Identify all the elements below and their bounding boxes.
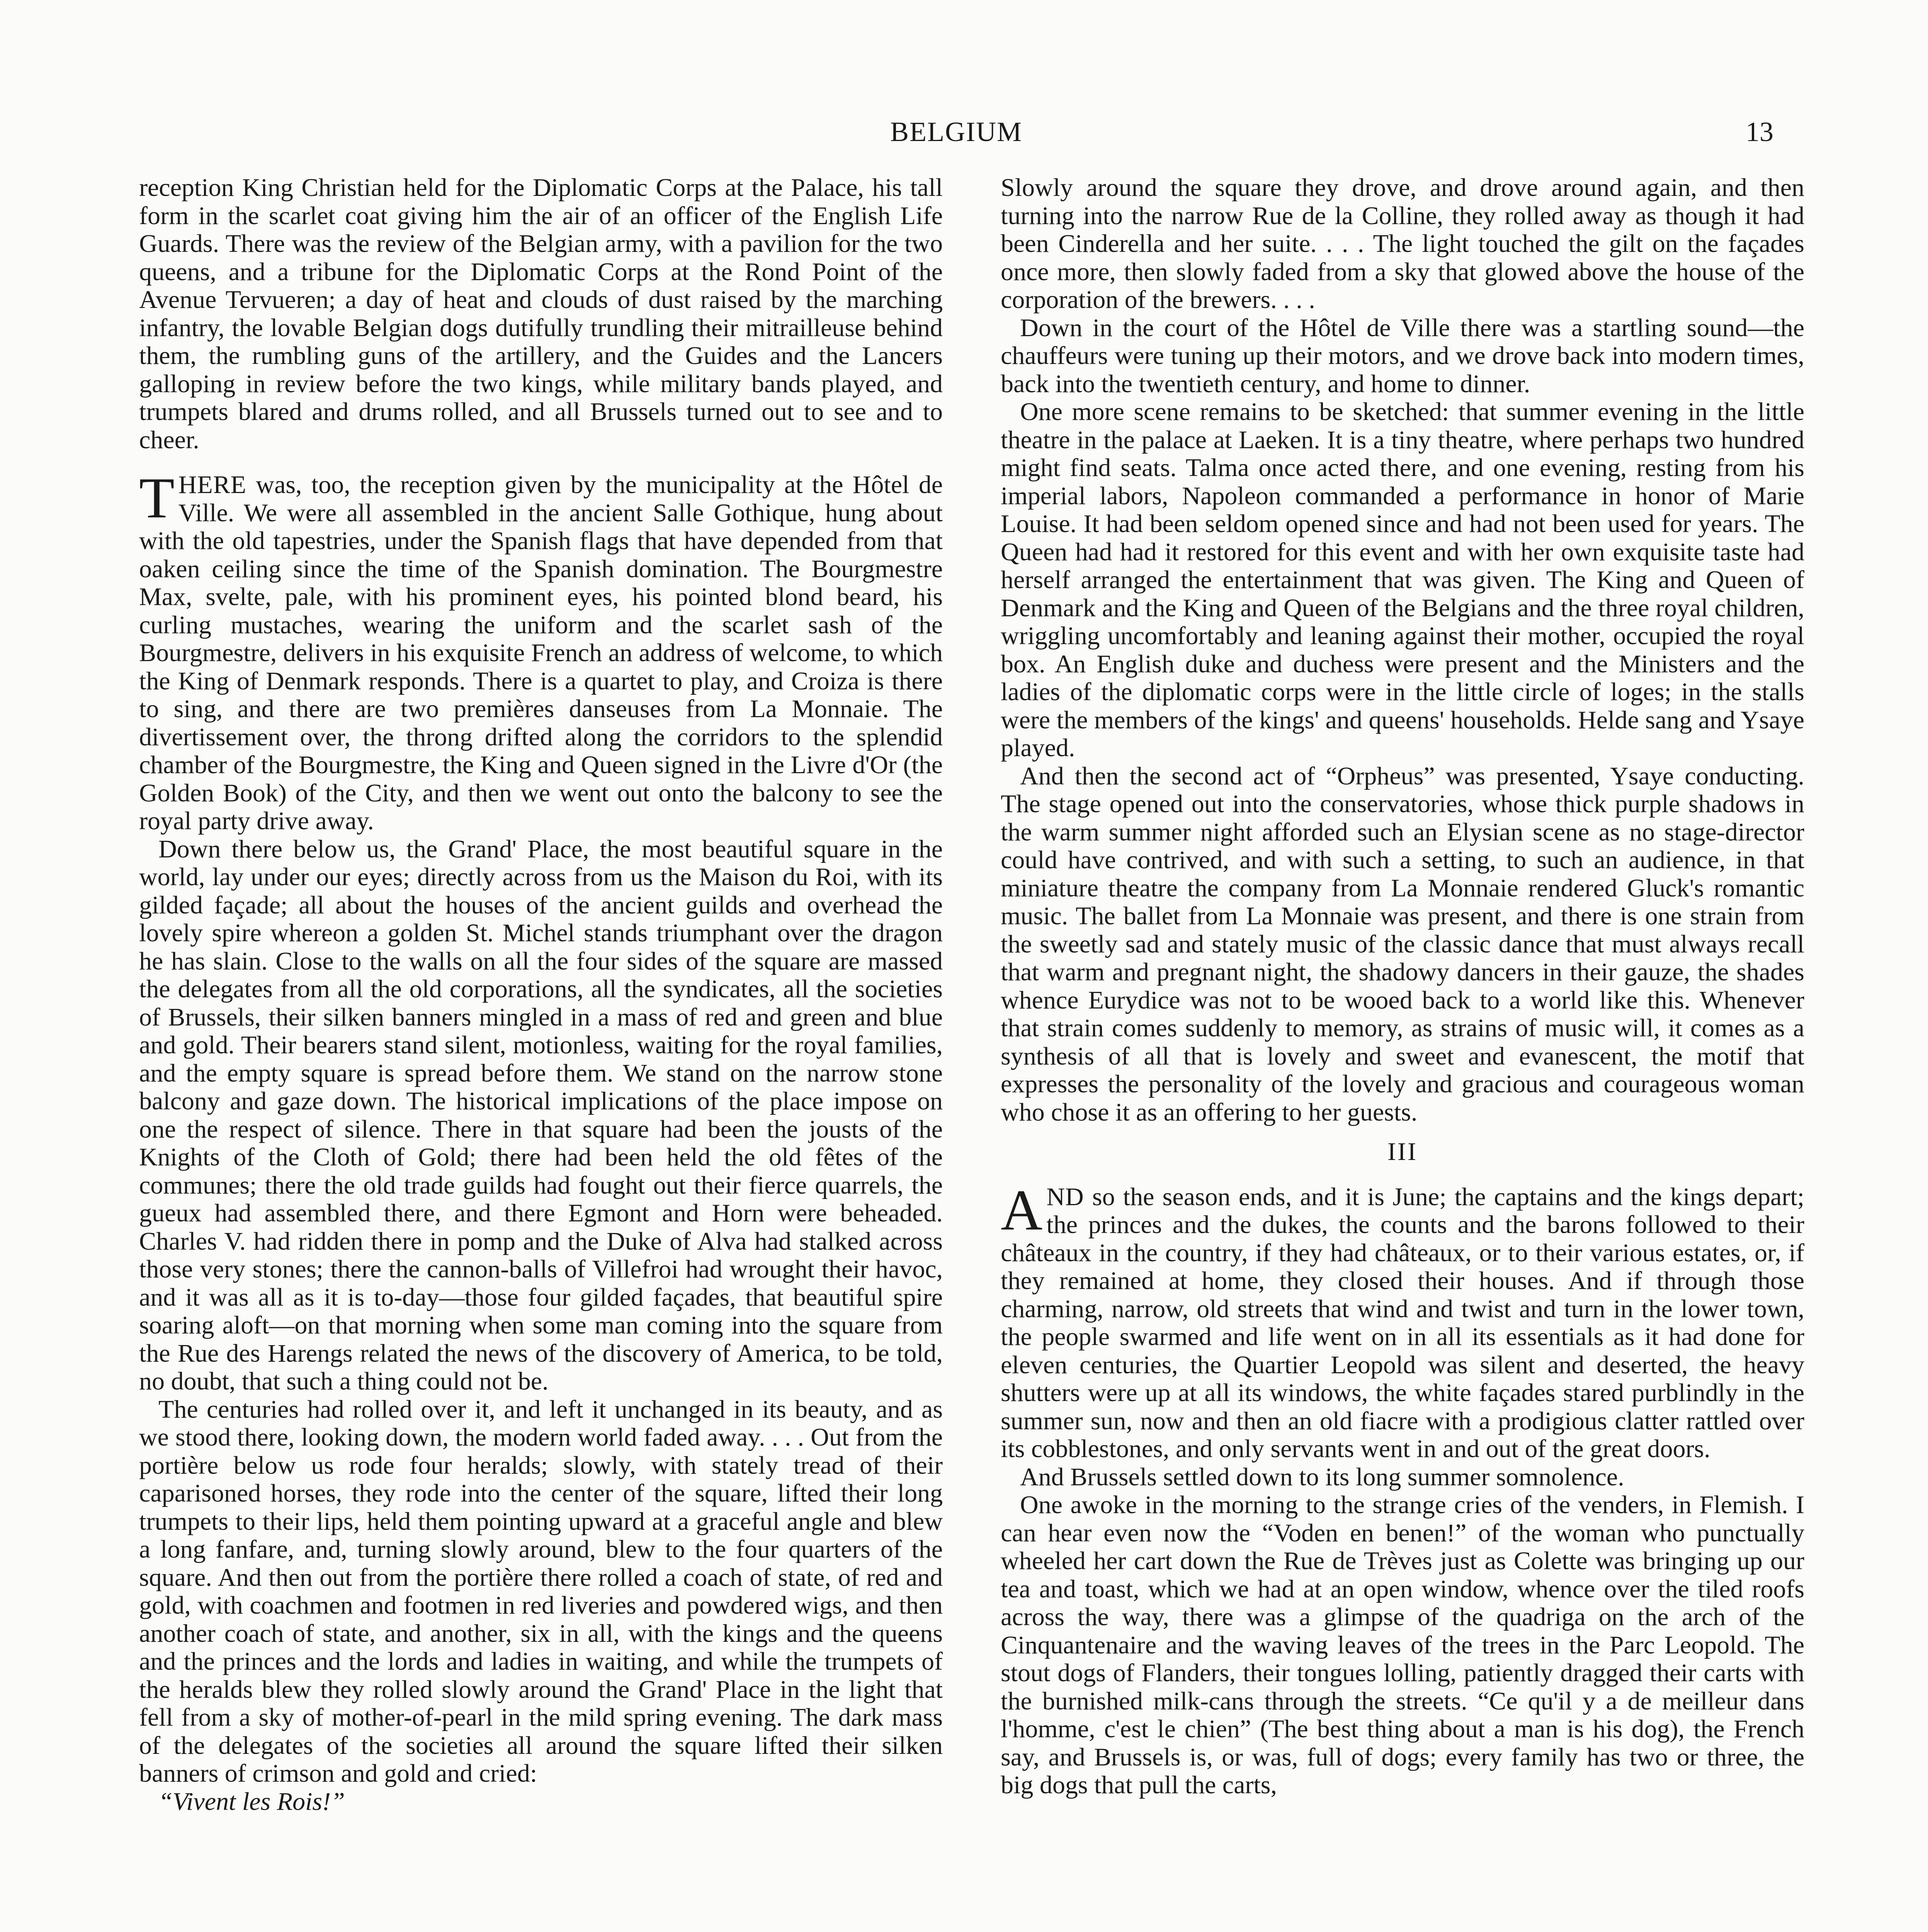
- paragraph-text: so the season ends, and it is June; the captains and the kings depart; the princes and the dukes, the counts and the barons followed to their châteaux in the country, if they had châteaux, or to their various estates, or, if they remained at home, they closed their houses. And if through those charming, narrow, old streets that wind and twist and turn in the lower town, the people swarmed and life went on in all its essentials as it had done for eleven centuries, the Quartier Leopold was silent and deserted, the heavy shutters were up at all its windows, the white façades stared purblindly in the summer sun, now and then an old fiacre with a prodigious clatter rattled over its cobblestones, and only servants went in and out of the great doors.: [1001, 1182, 1804, 1463]
- paragraph: Down there below us, the Grand' Place, the most beautiful square in the world, lay under our eyes; directly across from us the Maison du Roi, with its gilded façade; all about the houses of the ancient guilds and overhead the lovely spire whereon a golden St. Michel stands triumphant over the dragon he has slain. Close to the walls on all the four sides of the square are massed the delegates from all the old corporations, all the syndicates, all the societies of Brussels, their silken banners mingled in a mass of red and green and blue and gold. Their bearers stand silent, motionless, waiting for the royal families, and the empty square is spread before them. We stand on the narrow stone balcony and gaze down. The historical implications of the place impose on one the respect of silence. There in that square had been the jousts of the Knights of the Cloth of Gold; there had been held the old fêtes of the communes; there the old trade guilds had fought out their fierce quarrels, the gueux had assembled there, and there Egmont and Horn were beheaded. Charles V. had ridden there in pomp and the Duke of Alva had stalked across those very stones; there the cannon-balls of Villefroi had wrought their havoc, and it was all as it is to-day—those four gilded façades, that beautiful spire soaring aloft—on that morning when some man coming into the square from the Rue des Harengs related the news of the discovery of America, to be told, no doubt, that such a thing could not be.: [139, 835, 943, 1395]
- paragraph: reception King Christian held for the Diplomatic Corps at the Palace, his tall form in the scarlet coat giving him the air of an officer of the English Life Guards. There was the review of the Belgian army, with a pavilion for the two queens, and a tribune for the Diplomatic Corps at the Rond Point of the Avenue Tervueren; a day of heat and clouds of dust raised by the marching infantry, the lovable Belgian dogs dutifully trundling their mitrailleuse behind them, the rumbling guns of the artillery, and the Guides and the Lancers galloping in review before the two kings, while military bands played, and trumpets blared and drums rolled, and all Brussels turned out to see and to cheer.: [139, 173, 943, 454]
- right-column: [1001, 174, 1804, 1799]
- paragraph-dropcap: [139, 466, 943, 835]
- section-heading: III: [1387, 1138, 1418, 1166]
- paragraph: Down in the court of the Hôtel de Ville there was a startling sound—the chauffeurs were tuning up their motors, and we drove back into modern times, back into the twentieth century, and home to dinner.: [1001, 313, 1804, 398]
- drop-cap: A: [1001, 1178, 1043, 1242]
- left-column: [139, 174, 943, 1816]
- smallcaps-lead: HERE: [178, 471, 247, 499]
- paragraph-text: was, too, the reception given by the municipality at the Hôtel de Ville. We were all assembled in the ancient Salle Gothique, hung about with the old tapestries, under the Spanish flags that have depended from that oaken ceiling since the time of the Spanish domination. The Bourgmestre Max, svelte, pale, with his prominent eyes, his pointed blond beard, his curling mustaches, wearing the uniform and the scarlet sash of the Bourgmestre, delivers in his exquisite French an address of welcome, to which the King of Denmark responds. There is a quartet to play, and Croiza is there to sing, and there are two premières danseuses from La Monnaie. The divertissement over, the throng drifted along the corridors to the splendid chamber of the Bourgmestre, the King and Queen signed in the Livre d'Or (the Golden Book) of the City, and then we went out onto the balcony to see the royal party drive away.: [139, 471, 943, 835]
- paragraph: And then the second act of “Orpheus” was presented, Ysaye conducting. The stage opened out into the conservatories, whose thick purple shadows in the warm summer night afforded such an Elysian scene as no stage-director could have contrived, and with such a setting, to such an audience, in that miniature theatre the company from La Monnaie rendered Gluck's romantic music. The ballet from La Monnaie was present, and there is one strain from the sweetly sad and stately music of the classic dance that must always recall that warm and pregnant night, the shadowy dancers in their gauze, the shades whence Eurydice was not to be wooed back to a world like this. Whenever that strain comes suddenly to memory, as strains of music will, it comes as a synthesis of all that is lovely and sweet and evanescent, the motif that expresses the personality of the lovely and gracious and courageous woman who chose it as an offering to her guests.: [1001, 762, 1804, 1126]
- smallcaps-lead: ND: [1046, 1182, 1084, 1211]
- drop-cap: T: [139, 466, 175, 530]
- paragraph: One awoke in the morning to the strange cries of the venders, in Flemish. I can hear even now the “Voden en benen!” of the woman who punctually wheeled her cart down the Rue de Trèves just as Colette was bringing up our tea and toast, which we had at an open window, whence over the tiled roofs across the way, there was a glimpse of the quadriga on the arch of the Cinquantenaire and the waving leaves of the trees in the Parc Leopold. The stout dogs of Flanders, their tongues lolling, patiently dragged their carts with the burnished milk-cans through the streets. “Ce qu'il y a de meilleur dans l'homme, c'est le chien” (The best thing about a man is his dog), the French say, and Brussels is, or was, full of dogs; every family has two or three, the big dogs that pull the carts,: [1001, 1491, 1804, 1799]
- running-head: BELGIUM: [890, 116, 1022, 147]
- paragraph-dropcap: [1001, 1178, 1804, 1463]
- page-header: [139, 116, 1773, 158]
- paragraph: And Brussels settled down to its long summer somnolence.: [1020, 1463, 1624, 1491]
- paragraph: One more scene remains to be sketched: that summer evening in the little theatre in the palace at Laeken. It is a tiny theatre, where perhaps two hundred might find seats. Talma once acted there, and one evening, resting from his imperial labors, Napoleon commanded a performance in honor of Marie Louise. It had been seldom opened since and had not been used for years. The Queen had had it restored for this event and with her own exquisite taste had herself arranged the entertainment that was given. The King and Queen of Denmark and the King and Queen of the Belgians and the three royal children, wriggling uncomfortably and leaning against their mother, occupied the royal box. An English duke and duchess were present and the Ministers and the ladies of the diplomatic corps were in the little circle of loges; in the stalls were the members of the kings' and queens' households. Helde sang and Ysaye played.: [1001, 398, 1804, 762]
- paragraph: The centuries had rolled over it, and left it unchanged in its beauty, and as we stood there, looking down, the modern world faded away. . . . Out from the portière below us rode four heralds; slowly, with stately tread of their caparisoned horses, they rode into the center of the square, lifted their long trumpets to their lips, held them pointing upward at a graceful angle and blew a long fanfare, and, turning slowly around, blew to the four quarters of the square. And then out from the portière there rolled a coach of state, of red and gold, with coachmen and footmen in red liveries and powdered wigs, and then another coach of state, and another, six in all, with the kings and the queens and the princes and the lords and ladies in waiting, and while the trumpets of the heralds blew they rolled slowly around the Grand' Place in the light that fell from a sky of mother-of-pearl in the mild spring evening. The dark mass of the delegates of the societies all around the square lifted their silken banners of crimson and gold and cried:: [139, 1395, 943, 1787]
- paragraph: Slowly around the square they drove, and drove around again, and then turning into the narrow Rue de la Colline, they rolled away as though it had been Cinderella and her suite. . . . The light touched the gilt on the façades once more, then slowly faded from a sky that glowed above the house of the corporation of the brewers. . . .: [1001, 173, 1804, 314]
- page-number: 13: [1746, 116, 1773, 147]
- quoted-cry: “Vivent les Rois!”: [158, 1787, 345, 1816]
